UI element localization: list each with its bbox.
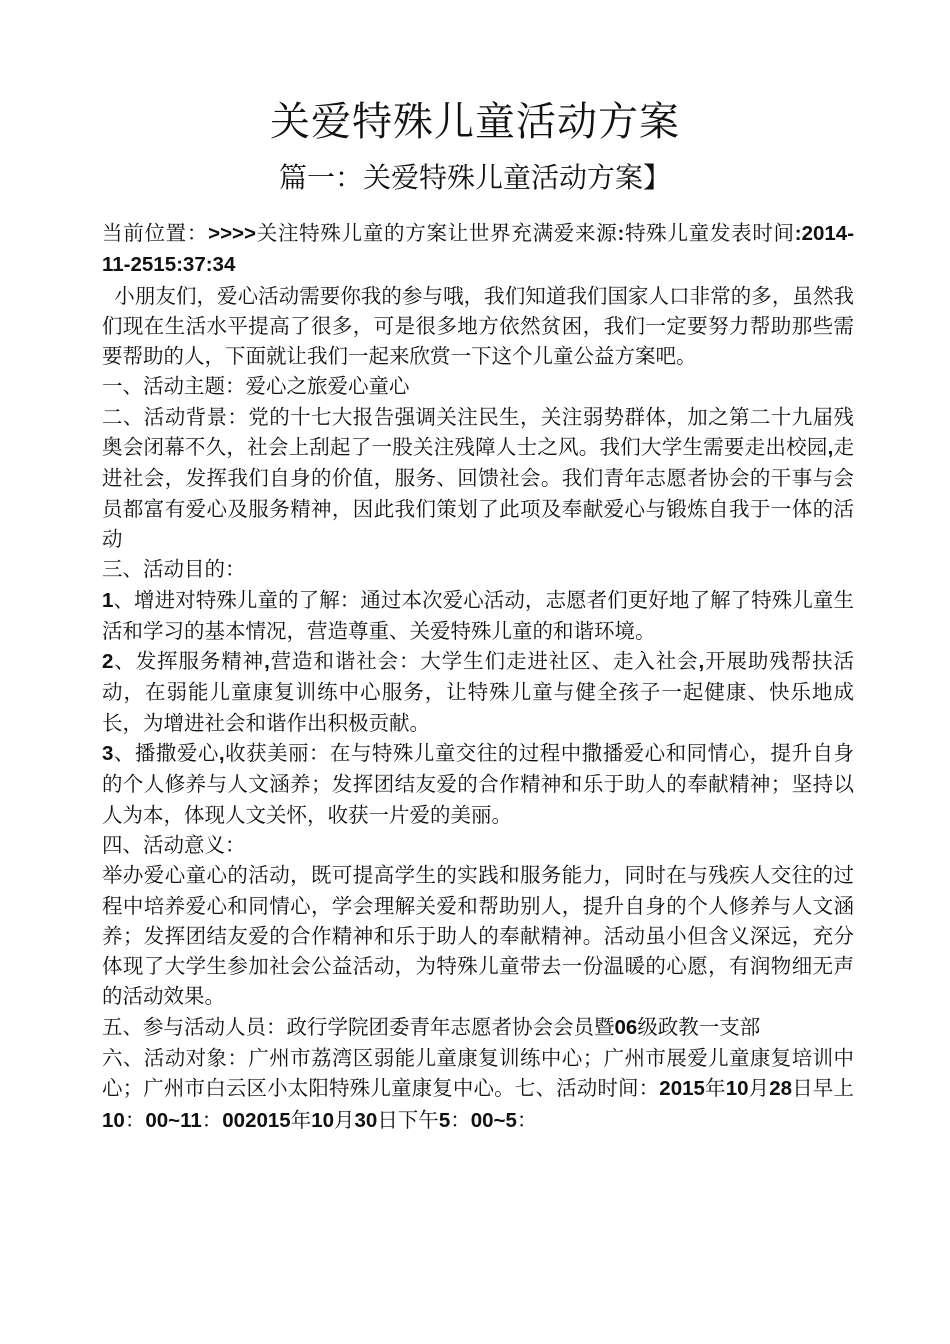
date-unit: 月	[748, 1076, 770, 1101]
participants-text: 五、参与活动人员：政行学院团委青年志愿者协会会员暨	[102, 1014, 615, 1039]
intro-paragraph: 小朋友们，爱心活动需要你我的参与哦，我们知道我们国家人口非常的多，虽然我们现在生活水平提高了很多，可是很多地方依然贫困，我们一定要努力帮助那些需要帮助的人，下面就让我们一起来欣赏一下这个儿童公益方案吧。	[102, 283, 854, 369]
section-participants	[102, 1012, 854, 1043]
item-text: 、增进对特殊儿童的了解：通过本次爱心活动，志愿者们更好地了解了特殊儿童生活和学习的基本情况，营造尊重、关爱特殊儿童的和谐环境。	[102, 587, 854, 643]
item-text: 开展助残帮扶活动，在弱能儿童康复训练中心服务，让特殊儿童与健全孩子一起健康、快乐地成长，为增进社会和谐作出积极贡献。	[102, 649, 855, 735]
meta-source: 特殊儿童发表时间	[624, 221, 795, 245]
targets-text: 六、活动对象：广州市荔湾区弱能儿童康复训练中心；广州市展爱儿童康复培训中心；广州市白云区小太阳特殊儿童康复中心。七、活动时间：	[102, 1046, 854, 1101]
document-subtitle: 篇一：关爱特殊儿童活动方案】	[278, 161, 671, 194]
grade-number: 06	[614, 1015, 638, 1039]
item-text: 、发挥服务精神	[113, 649, 265, 674]
date-number: 10	[725, 1077, 749, 1101]
date-unit: 年	[290, 1107, 312, 1132]
section-targets	[102, 1043, 854, 1136]
date-unit: 月	[334, 1107, 355, 1132]
item-text: 、播撒爱心	[113, 741, 219, 766]
meta-colon: :	[794, 222, 802, 245]
meta-prefix: 当前位置：	[102, 221, 209, 245]
meta-arrows: >>>>	[208, 222, 256, 245]
document-body	[102, 218, 854, 1136]
time-separator: ：	[201, 1107, 223, 1132]
date-unit: 日早上	[792, 1076, 855, 1101]
meta-line	[102, 218, 854, 281]
date-number: 10	[311, 1108, 334, 1132]
significance-paragraph: 举办爱心童心的活动，既可提高学生的实践和服务能力，同时在与残疾人交往的过程中培养爱心和同情心，学会理解关爱和帮助别人，提升自身的个人修养与人文涵养；发挥团结友爱的合作精神和乐于助人的奉献精神。活动虽小但含义深远，充分体现了大学生参加社会公益活动，为特殊儿童带去一份温暖的心愿，有润物细无声的活动效果。	[102, 863, 854, 1009]
item-number: 1	[102, 588, 114, 612]
date-number: 28	[769, 1077, 793, 1101]
item-text: 营造和谐社会：大学生们走进社区、走入社会	[269, 649, 699, 674]
time-separator: ：	[450, 1107, 471, 1132]
time-number: 00~11	[145, 1108, 202, 1132]
comma: ,	[827, 436, 834, 460]
item-number: 3	[102, 742, 114, 766]
time-number: 00~5	[470, 1108, 517, 1132]
meta-datetime: 2014-11-2515:37:34	[102, 222, 855, 277]
time-number: 5	[438, 1108, 451, 1132]
section-significance-heading: 四、活动意义：	[102, 832, 246, 857]
meta-text: 关注特殊儿童的方案让世界充满爱来源	[256, 221, 618, 245]
time-separator: ：	[516, 1107, 538, 1132]
time-separator: ：	[124, 1107, 146, 1132]
date-unit: 年	[704, 1076, 726, 1101]
item-number: 2	[102, 650, 114, 674]
item-text: 收获美丽：在与特殊儿童交往的过程中撒播爱心和同情心，提升自身的个人修养与人文涵养；发挥团结友爱的合作精神和乐于助人的奉献精神；坚持以人为本，体现人文关怀，收获一片爱的美丽。	[102, 741, 855, 827]
time-number: 10	[102, 1108, 125, 1132]
background-text: 走进社会，发挥我们自身的价值，服务、回馈社会。我们青年志愿者协会的干事与会员都富有爱心及服务精神，因此我们策划了此项及奉献爱心与锻炼自我于一体的活动	[102, 435, 855, 551]
date-unit: 日下午	[377, 1107, 439, 1132]
time-number: 002015	[222, 1108, 291, 1132]
comma: ,	[218, 742, 225, 766]
comma: ,	[264, 650, 270, 674]
purpose-item-2	[102, 646, 854, 738]
participants-text: 级政教一支部	[637, 1014, 761, 1039]
section-theme: 一、活动主题：爱心之旅爱心童心	[102, 374, 410, 399]
comma: ,	[698, 650, 705, 674]
section-background	[102, 402, 854, 554]
date-number: 30	[354, 1108, 378, 1132]
date-number: 2015	[659, 1077, 705, 1101]
section-purpose-heading: 三、活动目的：	[102, 557, 246, 582]
purpose-item-3	[102, 738, 854, 830]
document-title: 关爱特殊儿童活动方案	[270, 99, 680, 145]
meta-colon: :	[617, 222, 625, 245]
background-text: 二、活动背景：党的十七大报告强调关注民生，关注弱势群体，加之第二十九届残奥会闭幕不久，社会上刮起了一股关注残障人士之风。我们大学生需要走出校园	[102, 404, 854, 460]
purpose-item-1	[102, 585, 854, 647]
